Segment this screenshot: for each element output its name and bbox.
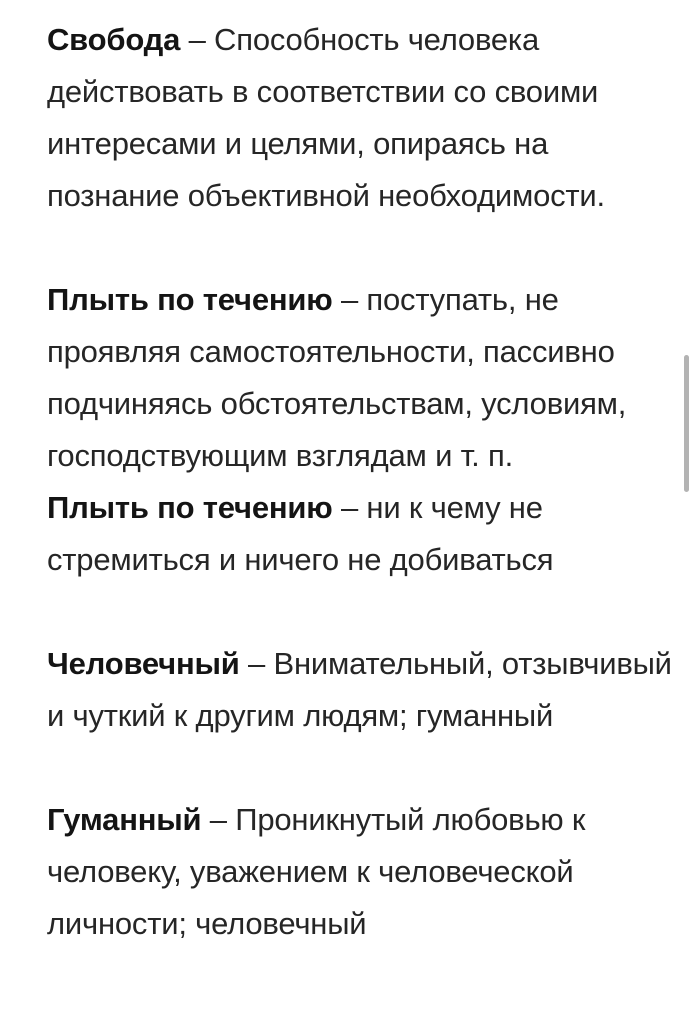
definition-entry-plyt-po-techeniyu-1 bbox=[47, 274, 672, 482]
definition-entry-gumanny bbox=[47, 794, 672, 950]
definition-text: ни к чему не стремиться и ничего не добиваться bbox=[47, 490, 554, 577]
definition-text: Внимательный, отзывчивый и чуткий к другим людям; гуманный bbox=[47, 646, 672, 733]
term-separator: – bbox=[332, 282, 367, 317]
definition-text: поступать, не проявляя самостоятельности, пассивно подчиняясь обстоятельствам, условиям, господствующим взглядам и т. п. bbox=[47, 282, 627, 473]
entry-spacer bbox=[47, 222, 672, 274]
definition-text: Проникнутый любовью к человеку, уважением к человеческой личности; человечный bbox=[47, 802, 586, 941]
vertical-scrollbar-thumb[interactable] bbox=[684, 355, 689, 492]
term-separator: – bbox=[239, 646, 274, 681]
term-label: Человечный bbox=[47, 646, 240, 681]
term-separator: – bbox=[201, 802, 236, 837]
term-label: Гуманный bbox=[47, 802, 202, 837]
definition-entry-svoboda bbox=[47, 14, 672, 222]
term-label: Плыть по течению bbox=[47, 282, 333, 317]
definition-entry-chelovechny bbox=[47, 638, 672, 742]
term-label: Свобода bbox=[47, 22, 181, 57]
definition-text: Способность человека действовать в соответствии со своими интересами и целями, опираясь на познание объективной необходимости. bbox=[47, 22, 605, 213]
entry-spacer bbox=[47, 742, 672, 794]
definition-entry-plyt-po-techeniyu-2 bbox=[47, 482, 672, 586]
term-separator: – bbox=[180, 22, 215, 57]
term-label: Плыть по течению bbox=[47, 490, 333, 525]
definitions-list bbox=[47, 14, 672, 950]
entry-spacer bbox=[47, 586, 672, 638]
term-separator: – bbox=[332, 490, 367, 525]
